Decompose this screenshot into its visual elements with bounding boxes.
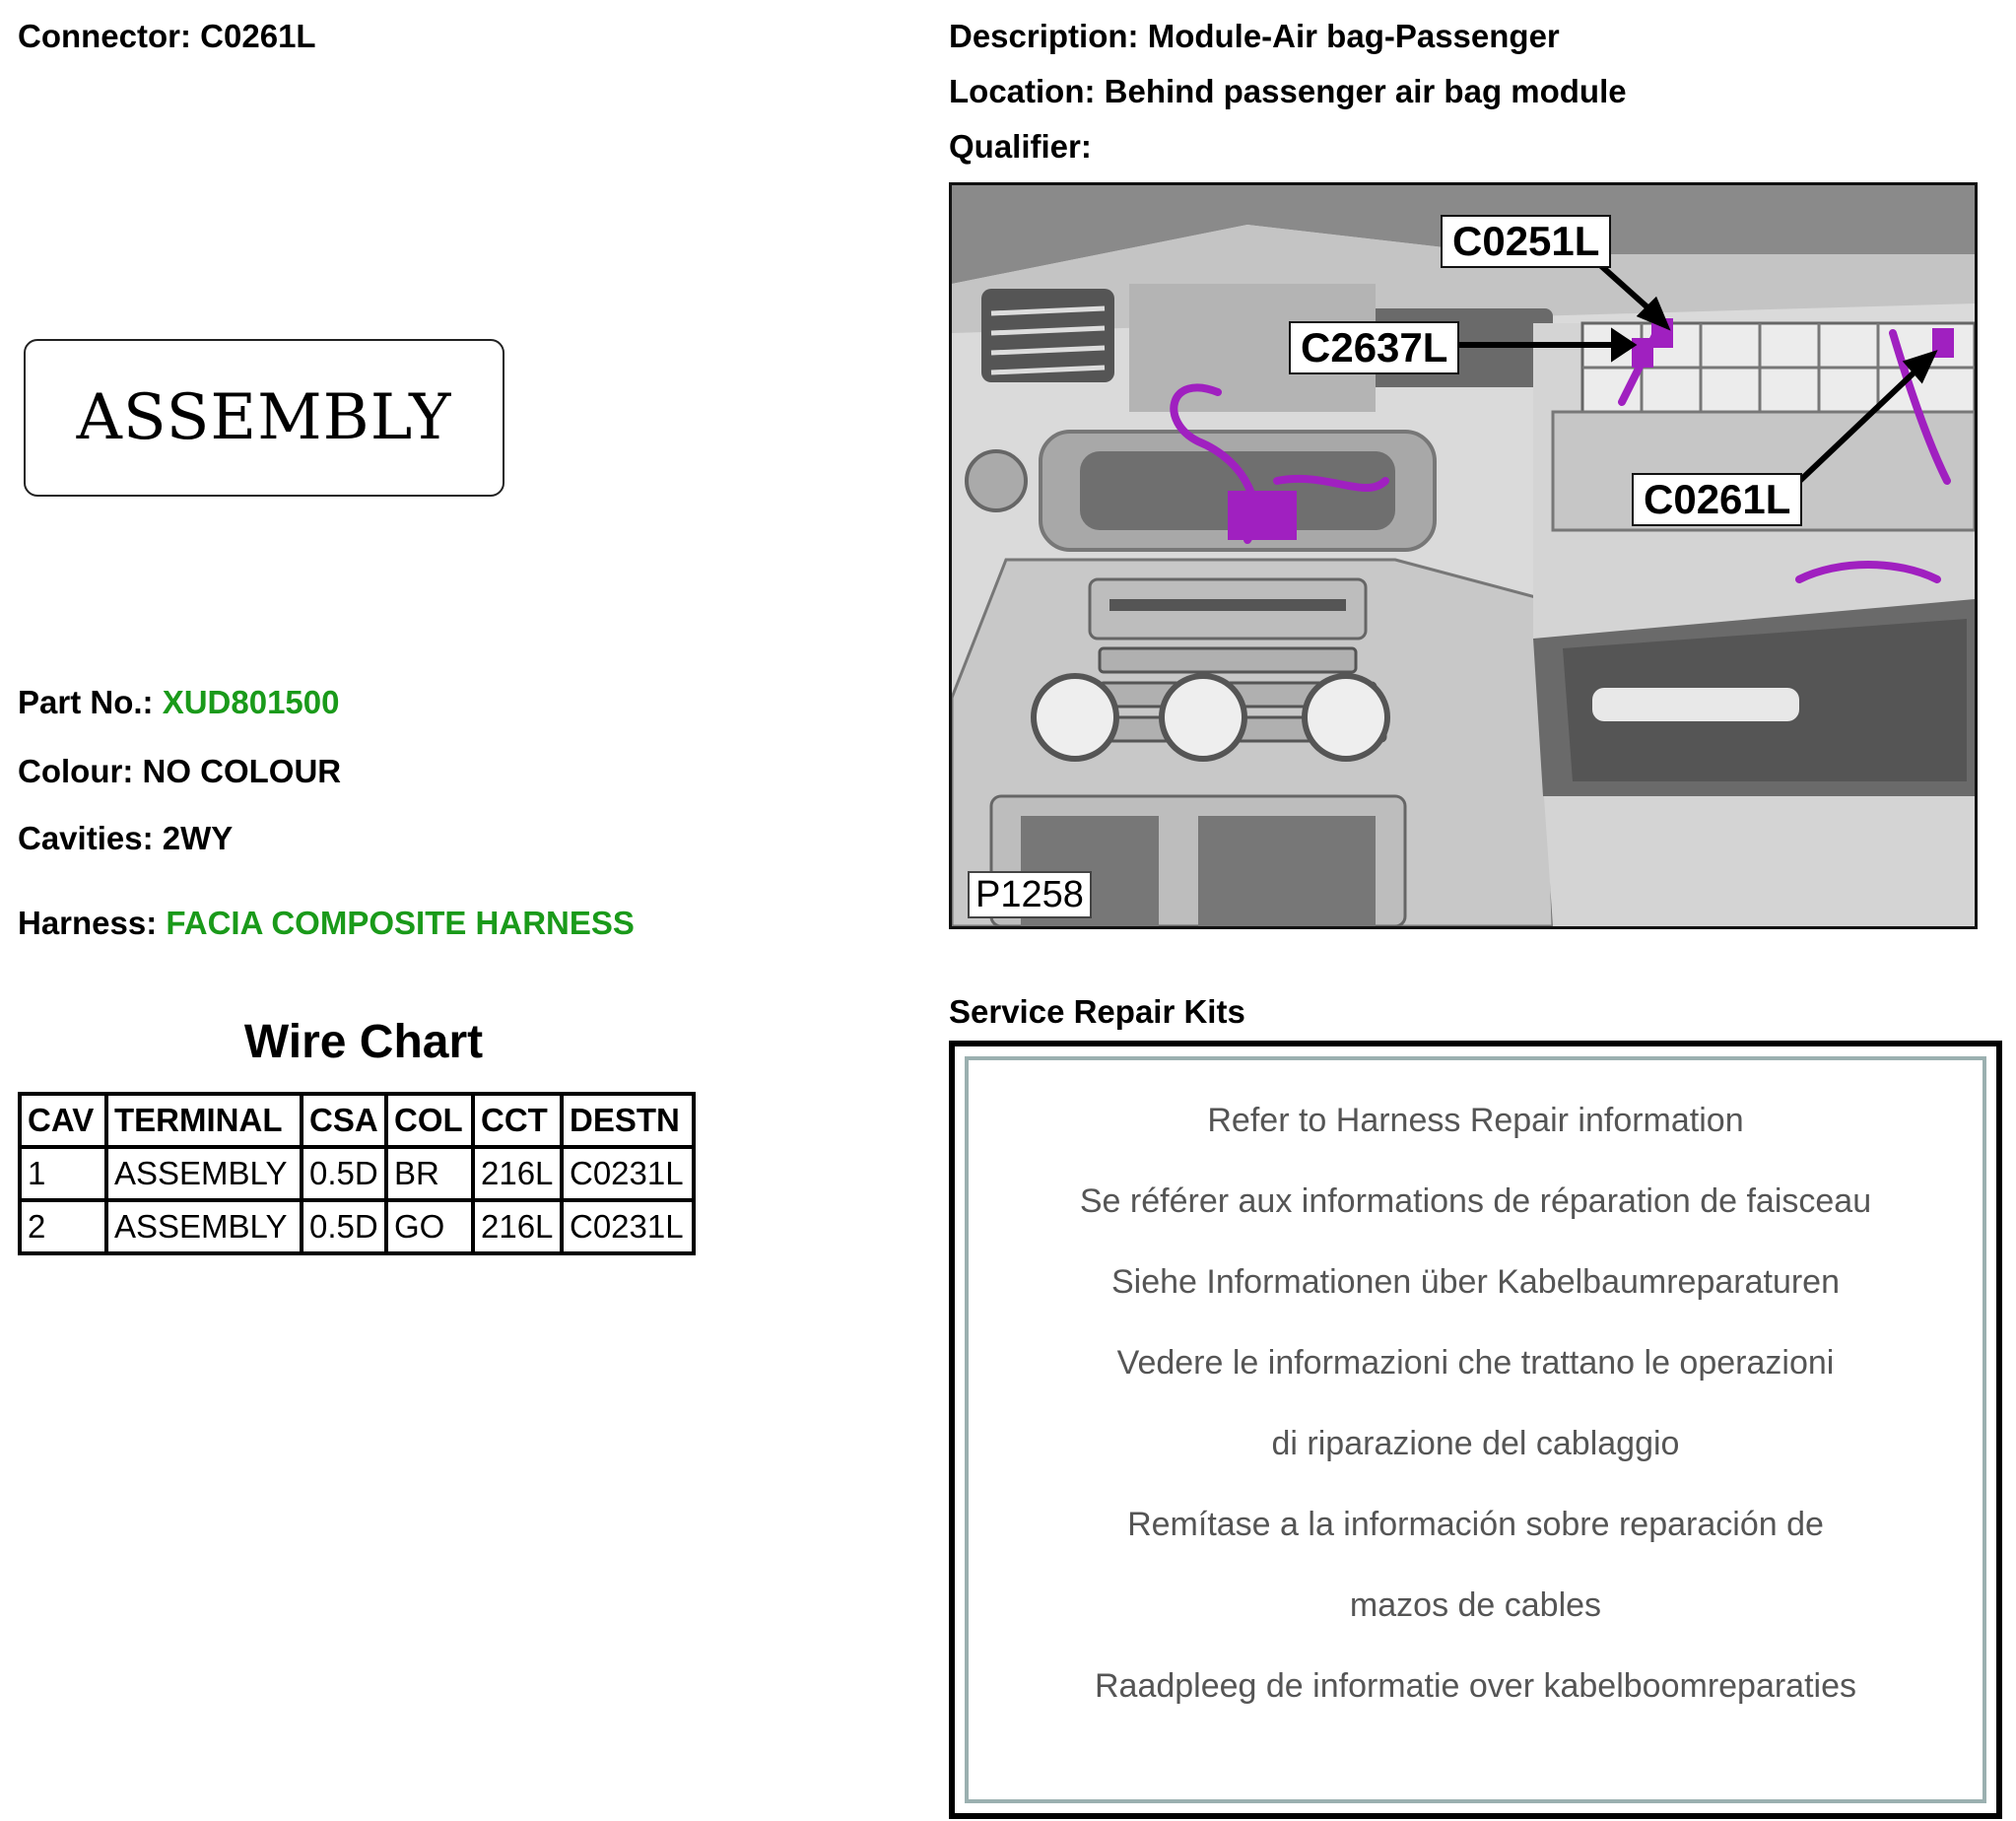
part-number-label: Part No.:	[18, 684, 154, 720]
connector-assembly-box	[24, 339, 504, 497]
qualifier-field	[949, 128, 1092, 166]
colour-label: Colour:	[18, 753, 134, 789]
cell-cct: 216L	[473, 1147, 562, 1200]
repair-info-italian-1: Vedere le informazioni che trattano le operazioni	[1116, 1344, 1835, 1382]
repair-info-french: Se référer aux informations de réparation de faisceau	[1079, 1182, 1872, 1220]
callout-c0251l: C0251L	[1441, 215, 1611, 268]
repair-info-spanish-1: Remítase a la información sobre reparación de	[1127, 1506, 1824, 1543]
cell-cct: 216L	[473, 1200, 562, 1253]
wire-chart-header-row	[20, 1094, 694, 1147]
table-row	[20, 1200, 694, 1253]
cell-terminal: ASSEMBLY	[106, 1147, 302, 1200]
header-csa: CSA	[302, 1094, 386, 1147]
repair-info-italian-2: di riparazione del cablaggio	[1271, 1425, 1680, 1462]
wire-chart-table	[18, 1092, 696, 1255]
repair-info-german: Siehe Informationen über Kabelbaumreparaturen	[1110, 1263, 1841, 1301]
callout-c0261l: C0261L	[1632, 473, 1802, 526]
cell-destn: C0231L	[562, 1147, 694, 1200]
photo-id-label: P1258	[968, 871, 1092, 918]
cell-col: BR	[386, 1147, 473, 1200]
repair-info-spanish-2: mazos de cables	[1349, 1586, 1602, 1624]
header-destn: DESTN	[562, 1094, 694, 1147]
cell-destn: C0231L	[562, 1200, 694, 1253]
service-repair-kits-inner	[965, 1056, 1986, 1803]
cavities-field	[18, 820, 233, 857]
cavities-value: 2WY	[162, 820, 234, 856]
cell-cav: 1	[20, 1147, 106, 1200]
harness-link[interactable]: FACIA COMPOSITE HARNESS	[166, 905, 635, 941]
cavities-label: Cavities:	[18, 820, 154, 856]
location-label: Location:	[949, 73, 1096, 109]
assembly-label: ASSEMBLY	[76, 381, 452, 454]
repair-info-dutch: Raadpleeg de informatie over kabelboomreparaties	[1094, 1667, 1857, 1705]
header-cct: CCT	[473, 1094, 562, 1147]
callout-c2637l: C2637L	[1289, 321, 1459, 374]
table-row	[20, 1147, 694, 1200]
connector-field	[18, 18, 316, 55]
dashboard-illustration	[952, 185, 1975, 926]
part-number-field	[18, 684, 339, 721]
wire-chart-title: Wire Chart	[243, 1016, 484, 1068]
description-value: Module-Air bag-Passenger	[1147, 18, 1560, 54]
cell-cav: 2	[20, 1200, 106, 1253]
connector-location-photo	[949, 182, 1978, 929]
description-label: Description:	[949, 18, 1139, 54]
header-terminal: TERMINAL	[106, 1094, 302, 1147]
connector-value: C0261L	[200, 18, 316, 54]
service-repair-kits-title: Service Repair Kits	[949, 993, 1245, 1030]
location-value: Behind passenger air bag module	[1104, 73, 1627, 109]
harness-label: Harness:	[18, 905, 158, 941]
part-number-link[interactable]: XUD801500	[162, 684, 340, 720]
location-field	[949, 73, 1627, 110]
harness-field	[18, 905, 635, 942]
qualifier-label: Qualifier:	[949, 128, 1092, 165]
cell-terminal: ASSEMBLY	[106, 1200, 302, 1253]
cell-col: GO	[386, 1200, 473, 1253]
repair-info-english: Refer to Harness Repair information	[1207, 1102, 1744, 1139]
cell-csa: 0.5D	[302, 1147, 386, 1200]
description-field	[949, 18, 1560, 55]
connector-label: Connector:	[18, 18, 191, 54]
header-col: COL	[386, 1094, 473, 1147]
header-cav: CAV	[20, 1094, 106, 1147]
service-repair-kits-box	[949, 1041, 2002, 1819]
colour-field	[18, 753, 341, 790]
cell-csa: 0.5D	[302, 1200, 386, 1253]
colour-value: NO COLOUR	[142, 753, 342, 789]
